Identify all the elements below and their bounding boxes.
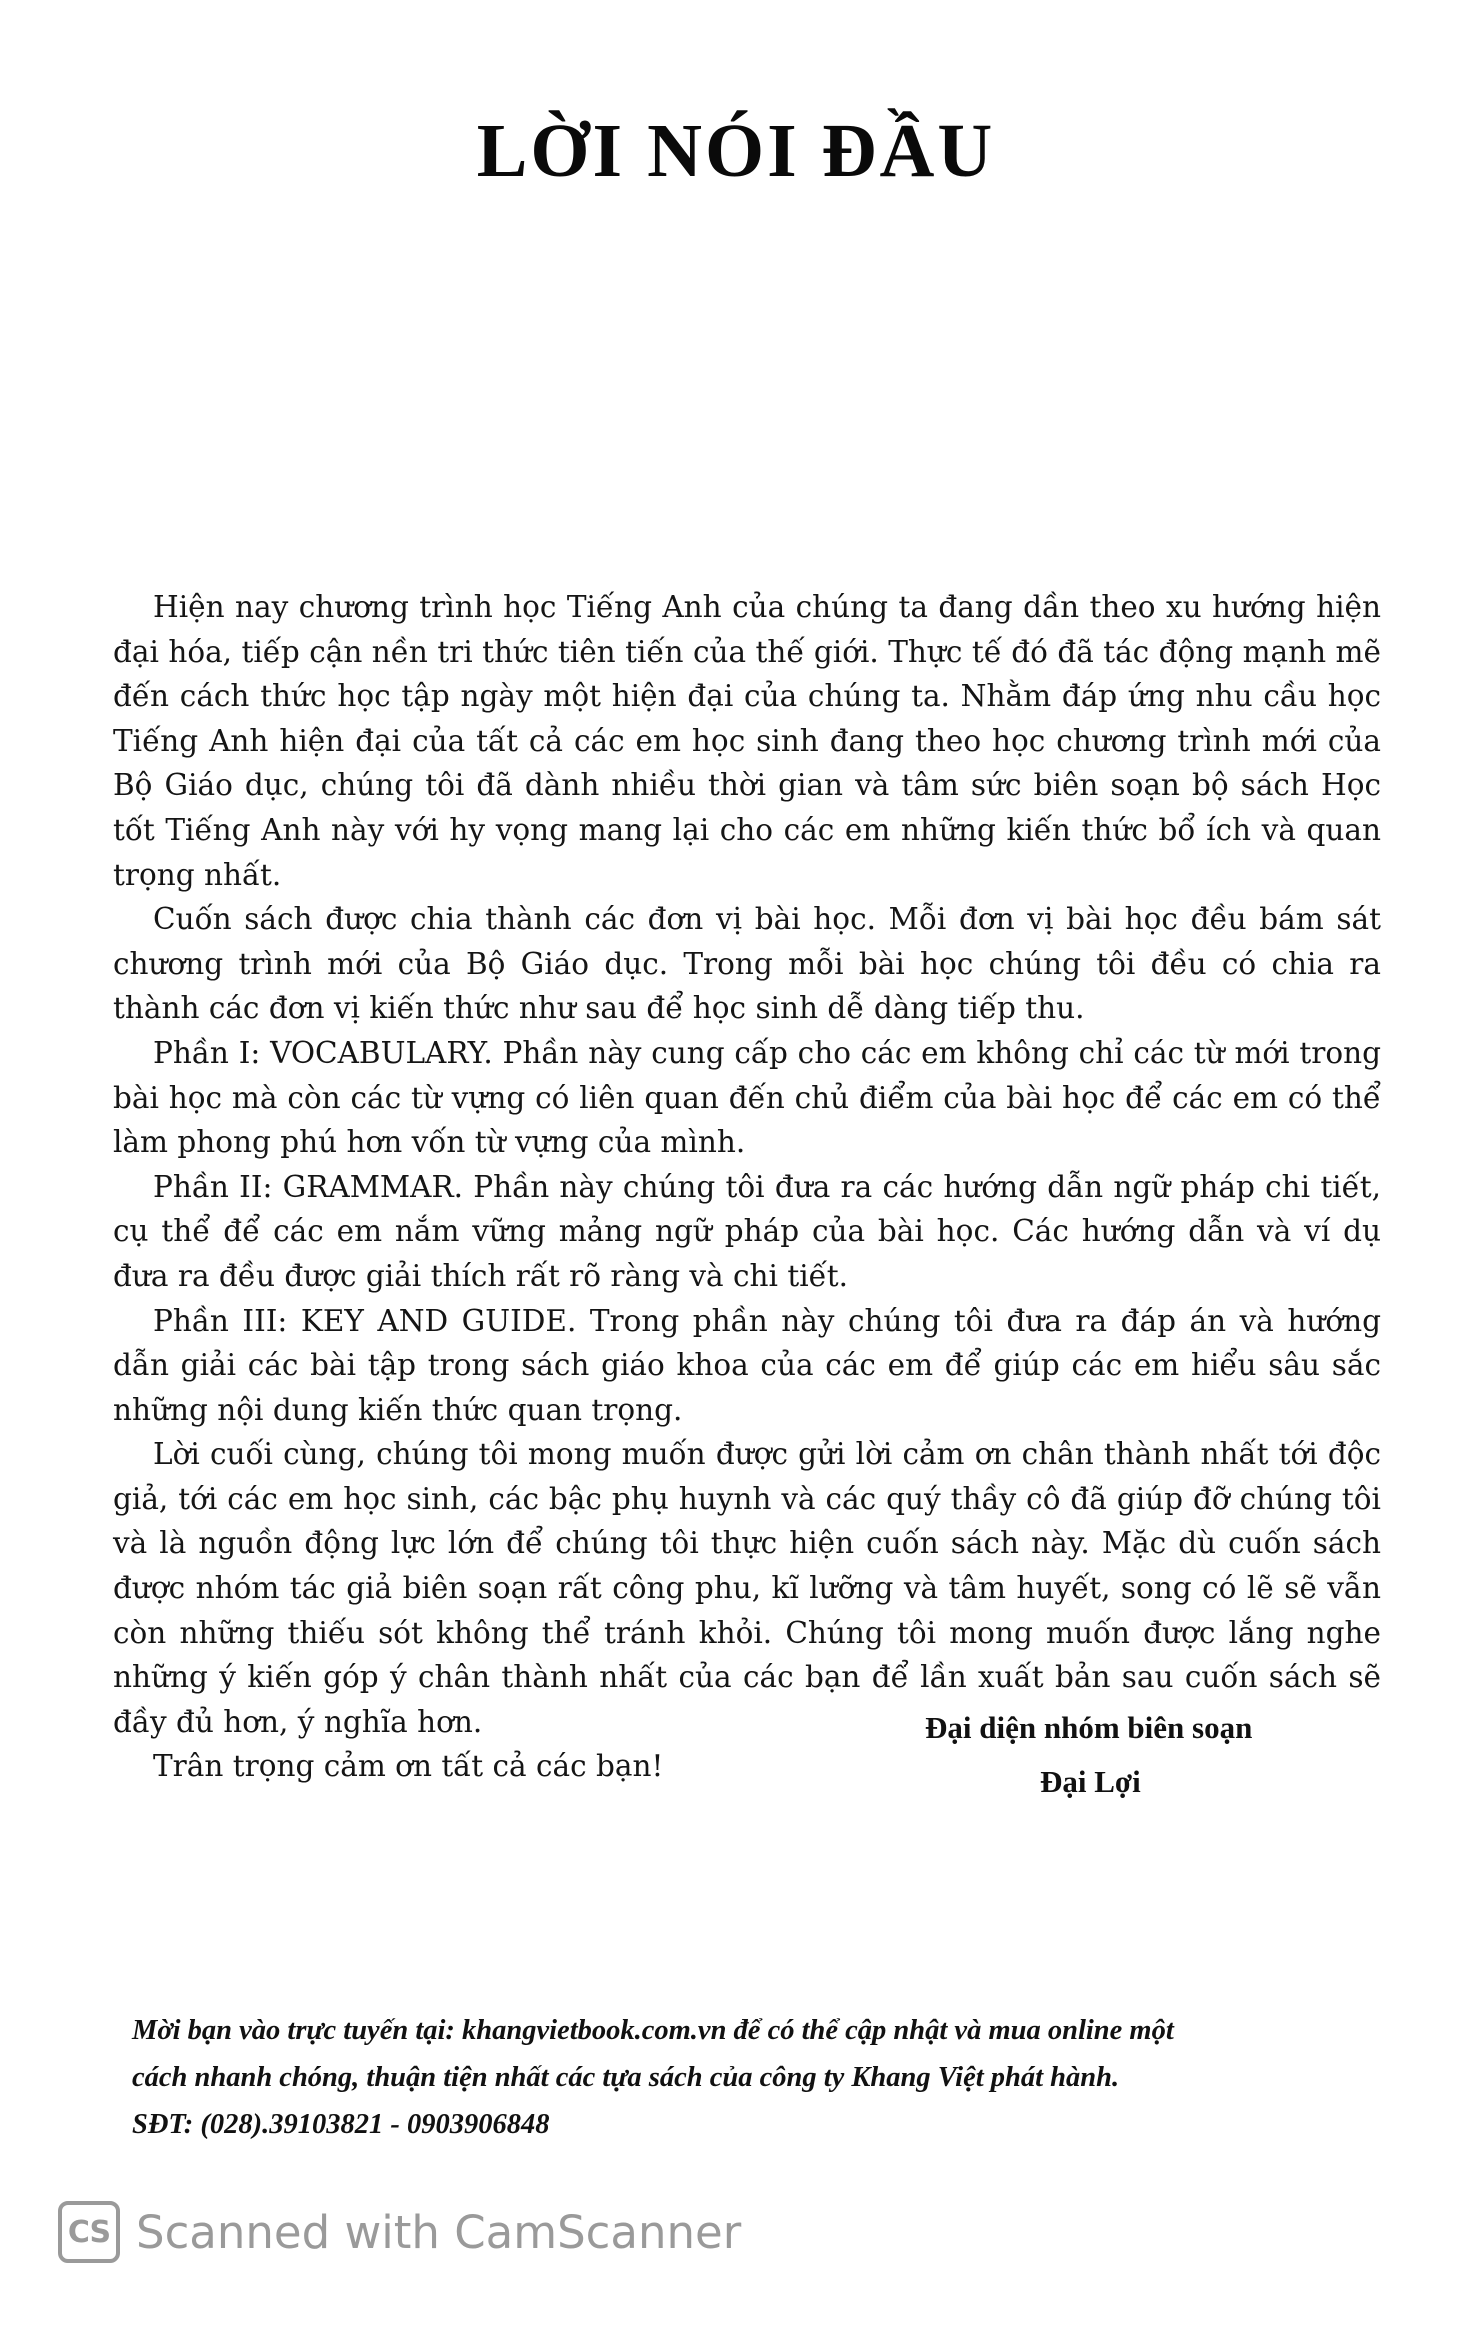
paragraph-grammar: Phần II: GRAMMAR. Phần này chúng tôi đưa ra các hướng dẫn ngữ pháp chi tiết, cụ thể để các em nắm vững mảng ngữ pháp của bài học. Các hướng dẫn và ví dụ đưa ra đều được giải thích rất rõ ràng và chi tiết. xyxy=(113,1169,1381,1293)
watermark-text: Scanned with CamScanner xyxy=(136,2205,742,2259)
paragraph-thanks: Trân trọng cảm ơn tất cả các bạn! xyxy=(153,1749,664,1784)
paragraph-vocabulary: Phần I: VOCABULARY. Phần này cung cấp cho các em không chỉ các từ mới trong bài học mà còn các từ vựng có liên quan đến chủ điểm của bài học để các em có thể làm phong phú hơn vốn từ vựng của mình. xyxy=(113,1035,1381,1160)
signature-role: Đại diện nhóm biên soạn xyxy=(925,1710,1253,1745)
paragraph-intro: Hiện nay chương trình học Tiếng Anh của chúng ta đang dần theo xu hướng hiện đại hóa, tiếp cận nền tri thức tiên tiến của thế giới. Thực tế đó đã tác động mạnh mẽ đến cách thức học tập ngày một hiện đại của chúng ta. Nhằm đáp ứng nhu cầu học Tiếng Anh hiện đại của tất cả các em học sinh đang theo học chương trình mới của Bộ Giáo dục, chúng tôi đã dành nhiều thời gian và tâm sức biên soạn bộ sách Học tốt Tiếng Anh này với hy vọng mang lại cho các em những kiến thức bổ ích và quan trọng nhất. xyxy=(113,590,1381,892)
footer-line-website: Mời bạn vào trực tuyến tại: khangvietbook.com.vn để có thể cập nhật và mua online một xyxy=(132,2015,1174,2046)
signature-name: Đại Lợi xyxy=(1040,1764,1141,1799)
paragraph-closing: Lời cuối cùng, chúng tôi mong muốn được gửi lời cảm ơn chân thành nhất tới độc giả, tới các em học sinh, các bậc phụ huynh và các quý thầy cô đã giúp đỡ chúng tôi và là nguồn động lực lớn để chúng tôi thực hiện cuốn sách này. Mặc dù cuốn sách được nhóm tác giả biên soạn rất công phu, kĩ lưỡng và tâm huyết, song có lẽ sẽ vẫn còn những thiếu sót không thể tránh khỏi. Chúng tôi mong muốn được lắng nghe những ý kiến góp ý chân thành nhất của các bạn để lần xuất bản sau cuốn sách sẽ đầy đủ hơn, ý nghĩa hơn. xyxy=(113,1437,1381,1739)
page-title: LỜI NÓI ĐẦU xyxy=(476,109,996,193)
footer-line-description: cách nhanh chóng, thuận tiện nhất các tựa sách của công ty Khang Việt phát hành. xyxy=(132,2062,1120,2093)
paragraph-key-guide: Phần III: KEY AND GUIDE. Trong phần này chúng tôi đưa ra đáp án và hướng dẫn giải các bài tập trong sách giáo khoa của các em để giúp các em hiểu sâu sắc những nội dung kiến thức quan trọng. xyxy=(113,1303,1381,1427)
paragraph-structure: Cuốn sách được chia thành các đơn vị bài học. Mỗi đơn vị bài học đều bám sát chương trình mới của Bộ Giáo dục. Trong mỗi bài học chúng tôi đều có chia ra thành các đơn vị kiến thức như sau để học sinh dễ dàng tiếp thu. xyxy=(113,902,1381,1026)
footer-note xyxy=(132,2007,1372,2148)
signature-block xyxy=(925,1701,1252,1809)
preface-body xyxy=(113,585,1381,1789)
camscanner-logo-icon: CS xyxy=(58,2201,120,2263)
footer-line-phone: SĐT: (028).39103821 - 0903906848 xyxy=(132,2109,550,2140)
camscanner-watermark xyxy=(58,2200,741,2264)
